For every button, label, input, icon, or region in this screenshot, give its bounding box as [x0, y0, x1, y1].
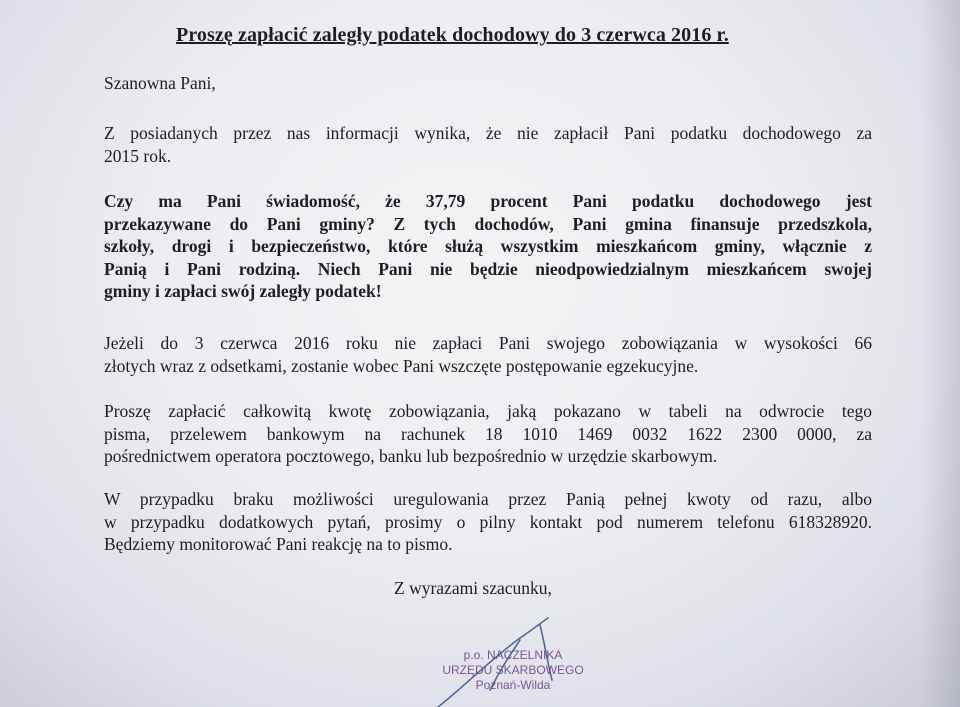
paragraph-line: 2015 rok.	[104, 145, 172, 166]
paragraph-line: gminy i zapłaci swój zaległy podatek!	[104, 281, 382, 301]
paragraph-line: złotych wraz z odsetkami, zostanie wobec Pani wszczęte postępowanie egzekucyjne.	[104, 355, 699, 376]
paragraph-line: pośrednictwem operatora pocztowego, banku lub bezpośrednio w urzędzie skarbowym.	[104, 446, 718, 466]
paragraph-1	[104, 122, 872, 167]
paragraph-line: Czy ma Pani świadomość, że 37,79 procent Pani podatku dochodowego jest	[104, 191, 872, 211]
paragraph-line: Będziemy monitorować Pani reakcję na to pismo.	[104, 534, 453, 554]
paragraph-5	[104, 488, 872, 556]
paragraph-3	[104, 332, 872, 377]
paragraph-line: Z posiadanych przez nas informacji wynika, że nie zapłacił Pani podatku dochodowego za	[104, 123, 872, 143]
stamp-line: Poznań-Wilda	[475, 678, 551, 692]
salutation-text: Szanowna Pani,	[104, 73, 216, 93]
official-stamp	[418, 648, 608, 693]
paragraph-line: przekazywane do Pani gminy? Z tych dochodów, Pani gmina finansuje przedszkola,	[104, 213, 872, 234]
paragraph-2	[104, 190, 872, 303]
stamp-line: p.o. NACZELNIKA	[463, 648, 563, 662]
paragraph-4	[104, 400, 872, 468]
paragraph-line: Jeżeli do 3 czerwca 2016 roku nie zapłaci Pani swojego zobowiązania w wysokości 66	[104, 333, 872, 353]
closing-phrase: Z wyrazami szacunku,	[394, 578, 552, 598]
paragraph-line: W przypadku braku możliwości uregulowania przez Panią pełnej kwoty od razu, albo	[104, 489, 872, 509]
letter-title: Proszę zapłacić zaległy podatek dochodowy do 3 czerwca 2016 r.	[176, 24, 729, 46]
page-edge-shadow	[920, 0, 960, 707]
paragraph-line: w przypadku dodatkowych pytań, prosimy o pilny kontakt pod numerem telefonu 618328920.	[104, 511, 872, 532]
salutation	[104, 72, 872, 95]
stamp-line: URZĘDU SKARBOWEGO	[442, 663, 584, 677]
paragraph-line: Proszę zapłacić całkowitą kwotę zobowiązania, jaką pokazano w tabeli na odwrocie tego	[104, 401, 872, 421]
paragraph-line: Panią i Pani rodziną. Niech Pani nie będzie nieodpowiedzialnym mieszkańcem swojej	[104, 258, 872, 279]
paragraph-line: szkoły, drogi i bezpieczeństwo, które służą wszystkim mieszkańcom gminy, włącznie z	[104, 236, 872, 256]
paragraph-line: pisma, przelewem bankowym na rachunek 18 1010 1469 0032 1622 2300 0000, za	[104, 423, 872, 444]
